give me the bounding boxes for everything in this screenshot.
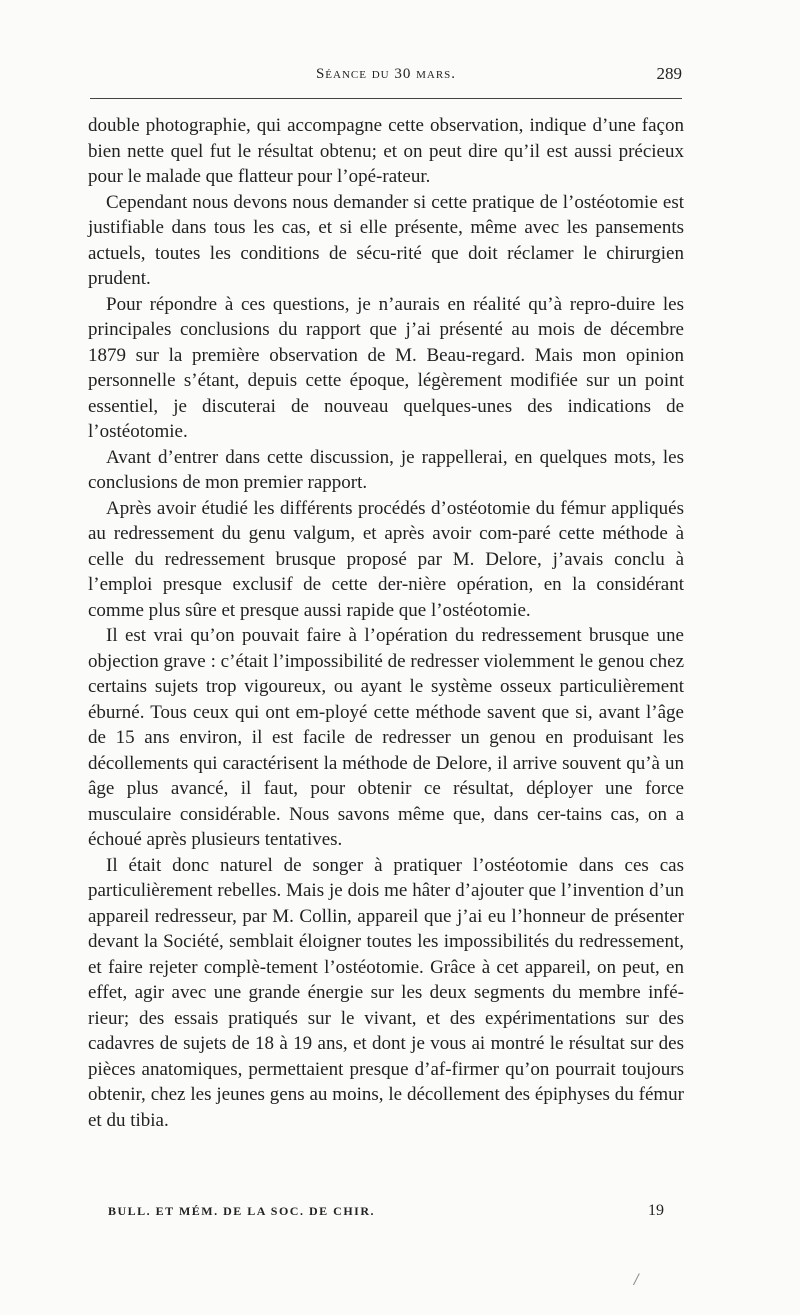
paragraph-5: Après avoir étudié les différents procédés d’ostéotomie du fémur appliqués au redressement du genu valgum, et après avoir com-paré cette méthode à celle du redressement brusque proposé par M. Delore, j’avais conclu à l’emploi presque exclusif de cette der-nière opération, en la considérant comme plus sûre et presque aussi rapide que l’ostéotomie. <box>88 497 684 621</box>
header-title: Séance du 30 mars. <box>315 66 457 82</box>
paragraph-4: Avant d’entrer dans cette discussion, je rappellerai, en quelques mots, les conclusions de mon premier rapport. <box>88 446 684 493</box>
paragraph-3: Pour répondre à ces questions, je n’aurais en réalité qu’à repro-duire les principales conclusions du rapport que j’ai présenté au mois de décembre 1879 sur la première observation de M. Beau-regard. Mais mon opinion personnelle s’étant, depuis cette époque, légèrement modifiée sur un point essentiel, je discuterai de nouveau quelques-unes des indications de l’ostéotomie. <box>88 293 684 442</box>
paragraph-1: double photographie, qui accompagne cette observation, indique d’une façon bien nette quel fut le résultat obtenu; et on peut dire qu’il est aussi précieux pour le malade que flatteur pour l’opé-rateur. <box>88 115 684 187</box>
page-footer <box>108 1202 664 1220</box>
header-rule <box>90 98 682 99</box>
page-number: 289 <box>656 64 682 83</box>
running-header <box>88 62 684 86</box>
paragraph-2: Cependant nous devons nous demander si cette pratique de l’ostéotomie est justifiable dans tous les cas, et si elle présente, même avec les pansements actuels, toutes les conditions de sécu-rité que doit réclamer le chirurgien prudent. <box>88 191 684 289</box>
page <box>88 0 684 1315</box>
ink-speck: / <box>634 1272 639 1288</box>
signature-mark: 19 <box>648 1202 664 1219</box>
paragraph-7: Il était donc naturel de songer à pratiquer l’ostéotomie dans ces cas particulièrement rebelles. Mais je dois me hâter d’ajouter que l’invention d’un appareil redresseur, par M. Collin, appareil que j’ai eu l’honneur de présenter devant la Société, semblait éloigner toutes les impossibilités du redressement, et faire rejeter complè-tement l’ostéotomie. Grâce à cet appareil, on peut, en effet, agir avec une grande énergie sur les deux segments du membre infé-rieur; des essais pratiqués sur le vivant, et des expérimentations sur des cadavres de sujets de 18 à 19 ans, et dont je vous ai montré le résultat sur des pièces anatomiques, permettaient presque d’af-firmer qu’on pourrait toujours obtenir, chez les jeunes gens au moins, le décollement des épiphyses du fémur et du tibia. <box>88 854 684 1131</box>
footer-journal: BULL. ET MÉM. DE LA SOC. DE CHIR. <box>108 1204 375 1218</box>
paragraph-6: Il est vrai qu’on pouvait faire à l’opération du redressement brusque une objection grave : c’était l’impossibilité de redresser violemment le genou chez certains sujets trop vigoureux, ou ayant le système osseux particulièrement éburné. Tous ceux qui ont em-ployé cette méthode savent que si, avant l’âge de 15 ans environ, il est facile de redresser un genou en produisant les décollements qui caractérisent la méthode de Delore, il arrive souvent qu’à un âge plus avancé, il faut, pour obtenir ce résultat, déployer une force musculaire considérable. Nous savons même que, dans cer-tains cas, on a échoué après plusieurs tentatives. <box>88 625 684 850</box>
body-text <box>88 113 684 1133</box>
